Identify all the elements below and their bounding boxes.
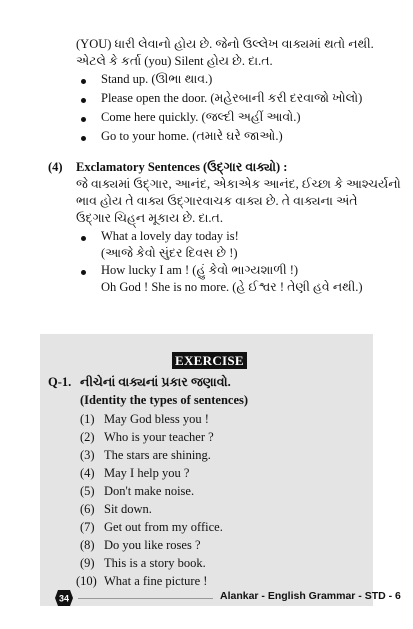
section-heading: Exclamatory Sentences (ઉદ્‌ગાર વાક્યો) :	[76, 160, 288, 174]
bullet-icon	[81, 270, 86, 275]
exercise-item-text: Get out from my office.	[104, 520, 223, 534]
page-number: 34	[58, 593, 70, 604]
bullet-item: Go to your home. (તમારે ઘરે જાઓ.)	[101, 129, 283, 143]
bullet-item: Please open the door. (મહેરબાની કરી દરવાજો ખોલો)	[101, 91, 363, 105]
question-label: Q-1.	[48, 375, 72, 389]
exercise-item-number: (1)	[80, 412, 95, 426]
exercise-item-text: The stars are shining.	[104, 448, 211, 462]
bullet-item: Come here quickly. (જલ્દી અહીં આવો.)	[101, 110, 301, 124]
exercise-item-text: What a fine picture !	[104, 574, 208, 588]
bullet-item-continued: Oh God ! She is no more. (હે ઈશ્વર ! તેણી હવે નથી.)	[101, 280, 363, 294]
bullet-icon	[81, 98, 86, 103]
page-number-badge	[54, 589, 74, 607]
exercise-item-number: (5)	[80, 484, 95, 498]
exercise-item-text: Don't make noise.	[104, 484, 195, 498]
exercise-item-number: (3)	[80, 448, 95, 462]
bullet-icon	[81, 117, 86, 122]
bullet-item: Stand up. (ઊભા થાવ.)	[101, 72, 213, 86]
exercise-item-text: Sit down.	[104, 502, 152, 516]
exercise-item-text: Do you like roses ?	[104, 538, 201, 552]
text-line: ભાવ હોય તે વાક્ય ઉદ્‌ગારવાચક વાક્ય છે. તે વાક્યના અંતે	[76, 194, 358, 208]
text-line: એટલે કે કર્તા (you) Silent હોય છે. દા.ત.	[76, 54, 273, 68]
bullet-icon	[81, 79, 86, 84]
exercise-title: EXERCISE	[172, 352, 247, 369]
exercise-item-text: This is a story book.	[104, 556, 206, 570]
exercise-item-text: May I help you ?	[104, 466, 190, 480]
text-line: જે વાક્યમાં ઉદ્‌ગાર, આનંદ, એકાએક આનંદ, ઈચ્છા કે આશ્ચર્યનો	[76, 177, 401, 191]
bullet-icon	[81, 236, 86, 241]
question-subtitle: (Identity the types of sentences)	[80, 393, 249, 407]
exercise-item-text: May God bless you !	[104, 412, 209, 426]
exercise-item-text: Who is your teacher ?	[104, 430, 214, 444]
exercise-item-number: (4)	[80, 466, 95, 480]
exercise-item-number: (6)	[80, 502, 95, 516]
text-line: ઉદ્‌ગાર ચિહ્‌ન મૂકાય છે. દા.ત.	[76, 211, 223, 225]
exercise-item-number: (7)	[80, 520, 95, 534]
exercise-item-number: (2)	[80, 430, 95, 444]
footer-divider	[78, 598, 213, 599]
exercise-item-number: (10)	[76, 574, 97, 588]
question-text: નીચેનાં વાક્યનાં પ્રકાર જણાવો.	[80, 375, 231, 389]
bullet-item: What a lovely day today is!	[101, 229, 239, 243]
bullet-icon	[81, 136, 86, 141]
bullet-item: How lucky I am ! (હું કેવો ભાગ્યશાળી !)	[101, 263, 299, 277]
text-line: (YOU) ધારી લેવાનો હોય છે. જેનો ઉલ્લેખ વાક્યમાં થતો નથી.	[76, 37, 374, 51]
exercise-item-number: (9)	[80, 556, 95, 570]
exercise-item-number: (8)	[80, 538, 95, 552]
footer-title: Alankar - English Grammar - STD - 6	[220, 590, 401, 602]
section-number: (4)	[48, 160, 63, 174]
bullet-item-translation: (આજે કેવો સુંદર દિવસ છે !)	[101, 246, 238, 260]
